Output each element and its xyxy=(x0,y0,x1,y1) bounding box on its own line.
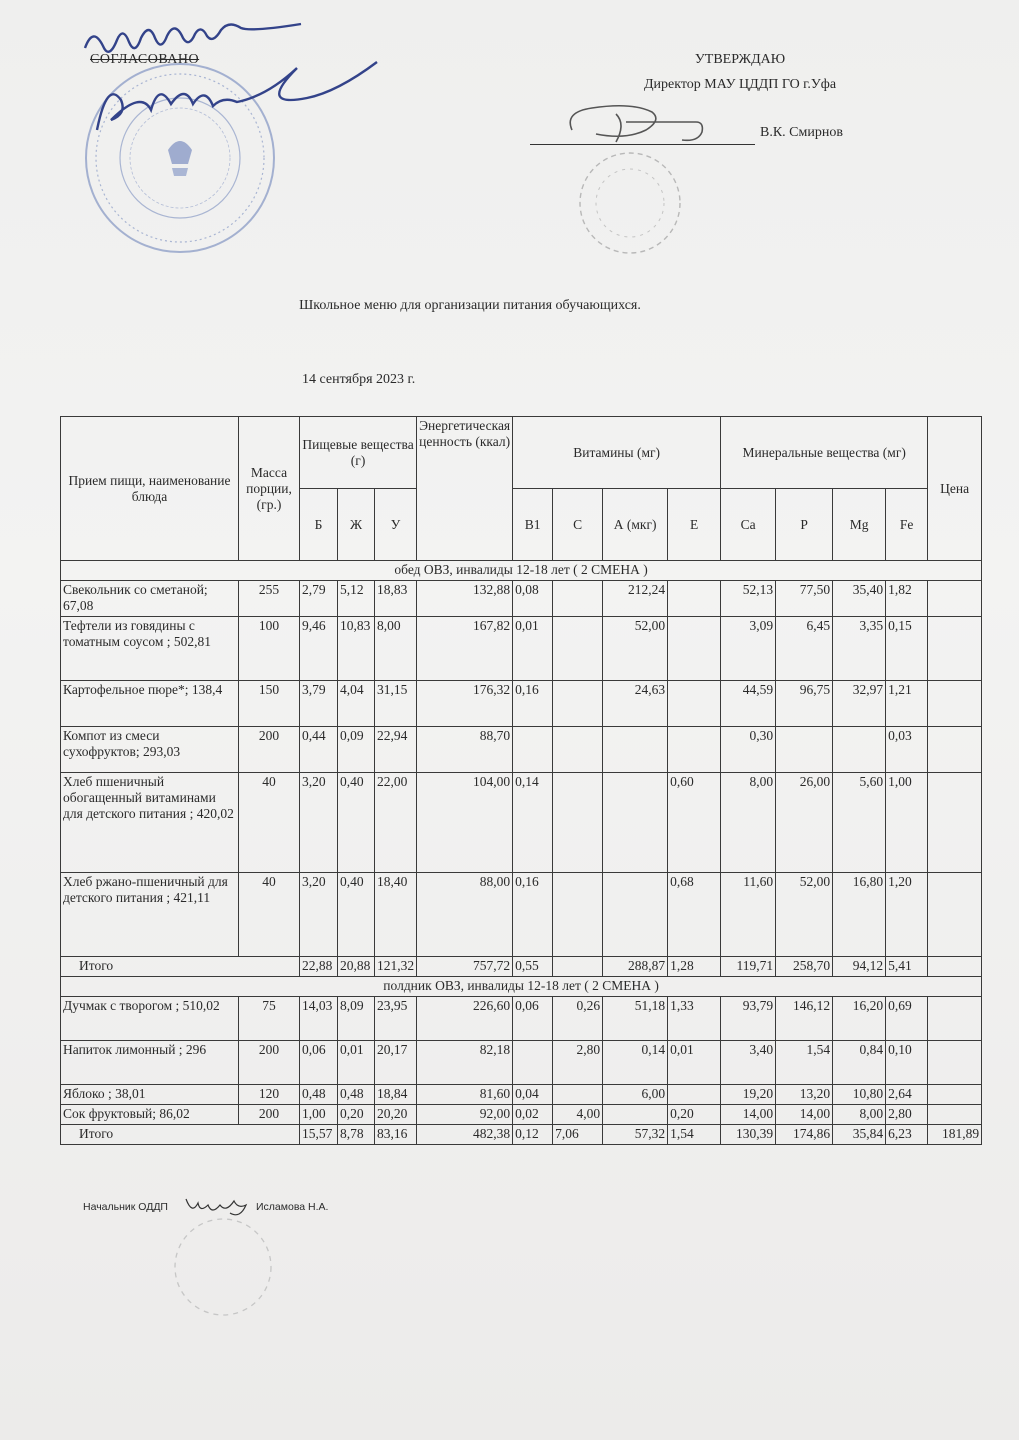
document-date: 14 сентября 2023 г. xyxy=(302,372,416,387)
cell-b: 9,46 xyxy=(300,617,338,681)
cell-ca: 11,60 xyxy=(721,873,776,957)
cell-fe: 2,64 xyxy=(886,1085,928,1105)
cell-fe: 1,21 xyxy=(886,681,928,727)
cell-u: 18,84 xyxy=(375,1085,417,1105)
table-row xyxy=(61,1085,982,1105)
total-label: Итого xyxy=(61,957,300,977)
cell-vc xyxy=(553,727,603,773)
header-vitamins: Витамины (мг) xyxy=(513,417,721,489)
cell-va: 51,18 xyxy=(603,997,668,1041)
cell-p: 14,00 xyxy=(776,1105,833,1125)
cell-b: 0,48 xyxy=(300,1085,338,1105)
faint-stamp-icon xyxy=(575,148,685,258)
table-row xyxy=(61,1041,982,1085)
cell-b1: 0,16 xyxy=(513,681,553,727)
cell-price xyxy=(928,1085,982,1105)
signature-line xyxy=(530,144,755,145)
cell-b: 14,03 xyxy=(300,997,338,1041)
cell-va: 0,14 xyxy=(603,1041,668,1085)
cell-ca: 14,00 xyxy=(721,1105,776,1125)
cell-zh: 0,09 xyxy=(338,727,375,773)
cell-price xyxy=(928,873,982,957)
cell-zh: 4,04 xyxy=(338,681,375,727)
header-b1: В1 xyxy=(513,489,553,561)
cell-mg: 35,40 xyxy=(833,581,886,617)
cell-fe: 0,03 xyxy=(886,727,928,773)
cell-b: 2,79 xyxy=(300,581,338,617)
total-zh: 8,78 xyxy=(338,1125,375,1145)
header-price: Цена xyxy=(928,417,982,561)
cell-energy: 167,82 xyxy=(417,617,513,681)
cell-ve: 0,60 xyxy=(668,773,721,873)
table-row xyxy=(61,773,982,873)
cell-energy: 132,88 xyxy=(417,581,513,617)
cell-p: 146,12 xyxy=(776,997,833,1041)
cell-u: 31,15 xyxy=(375,681,417,727)
table-row xyxy=(61,681,982,727)
cell-energy: 92,00 xyxy=(417,1105,513,1125)
section-title: обед ОВЗ, инвалиды 12-18 лет ( 2 СМЕНА ) xyxy=(61,561,982,581)
cell-va: 24,63 xyxy=(603,681,668,727)
total-b1: 0,12 xyxy=(513,1125,553,1145)
cell-va: 212,24 xyxy=(603,581,668,617)
cell-b: 0,06 xyxy=(300,1041,338,1085)
cell-b1: 0,02 xyxy=(513,1105,553,1125)
total-price xyxy=(928,957,982,977)
header-meal: Прием пищи, наименование блюда xyxy=(61,417,239,561)
cell-price xyxy=(928,773,982,873)
cell-ca: 93,79 xyxy=(721,997,776,1041)
dish-name: Картофельное пюре*; 138,4 xyxy=(61,681,239,727)
cell-price xyxy=(928,681,982,727)
document-title: Школьное меню для организации питания обучающихся. xyxy=(299,298,641,313)
cell-energy: 176,32 xyxy=(417,681,513,727)
dish-mass: 75 xyxy=(239,997,300,1041)
cell-p xyxy=(776,727,833,773)
header-p: Р xyxy=(776,489,833,561)
approve-title: УТВЕРЖДАЮ xyxy=(694,52,786,67)
header-ca: Са xyxy=(721,489,776,561)
cell-ve: 0,01 xyxy=(668,1041,721,1085)
total-ve: 1,54 xyxy=(668,1125,721,1145)
cell-b: 1,00 xyxy=(300,1105,338,1125)
cell-vc xyxy=(553,581,603,617)
cell-ca: 3,09 xyxy=(721,617,776,681)
header-zh: Ж xyxy=(338,489,375,561)
cell-price xyxy=(928,997,982,1041)
cell-energy: 81,60 xyxy=(417,1085,513,1105)
header-b: Б xyxy=(300,489,338,561)
total-ca: 130,39 xyxy=(721,1125,776,1145)
dish-mass: 255 xyxy=(239,581,300,617)
footer-name: Исламова Н.А. xyxy=(256,1201,329,1213)
table-row xyxy=(61,997,982,1041)
cell-ve xyxy=(668,617,721,681)
cell-b1: 0,08 xyxy=(513,581,553,617)
section-header-row xyxy=(61,977,982,997)
cell-vc: 0,26 xyxy=(553,997,603,1041)
cell-zh: 0,20 xyxy=(338,1105,375,1125)
cell-b1: 0,14 xyxy=(513,773,553,873)
dish-name: Дучмак с творогом ; 510,02 xyxy=(61,997,239,1041)
cell-ca: 19,20 xyxy=(721,1085,776,1105)
dish-mass: 100 xyxy=(239,617,300,681)
cell-b1: 0,04 xyxy=(513,1085,553,1105)
cell-price xyxy=(928,617,982,681)
cell-ve xyxy=(668,581,721,617)
cell-u: 18,40 xyxy=(375,873,417,957)
cell-u: 18,83 xyxy=(375,581,417,617)
dish-name: Хлеб пшеничный обогащенный витаминами для детского питания ; 420,02 xyxy=(61,773,239,873)
cell-u: 22,00 xyxy=(375,773,417,873)
cell-mg: 5,60 xyxy=(833,773,886,873)
cell-ve: 0,20 xyxy=(668,1105,721,1125)
cell-fe: 0,10 xyxy=(886,1041,928,1085)
header-nutrients: Пищевые вещества (г) xyxy=(300,417,417,489)
cell-va xyxy=(603,873,668,957)
cell-vc xyxy=(553,681,603,727)
header-u: У xyxy=(375,489,417,561)
cell-zh: 0,40 xyxy=(338,873,375,957)
total-b: 15,57 xyxy=(300,1125,338,1145)
section-header-row xyxy=(61,561,982,581)
cell-vc: 4,00 xyxy=(553,1105,603,1125)
header-vc: С xyxy=(553,489,603,561)
cell-zh: 0,48 xyxy=(338,1085,375,1105)
cell-price xyxy=(928,581,982,617)
cell-p: 77,50 xyxy=(776,581,833,617)
cell-b: 3,20 xyxy=(300,873,338,957)
cell-zh: 8,09 xyxy=(338,997,375,1041)
table-row xyxy=(61,581,982,617)
cell-u: 23,95 xyxy=(375,997,417,1041)
dish-name: Компот из смеси сухофруктов; 293,03 xyxy=(61,727,239,773)
cell-mg: 8,00 xyxy=(833,1105,886,1125)
menu-table-body xyxy=(61,561,982,1145)
cell-ca: 52,13 xyxy=(721,581,776,617)
menu-table xyxy=(60,416,982,1145)
director-signature-icon xyxy=(562,98,712,148)
cell-ve: 0,68 xyxy=(668,873,721,957)
dish-mass: 200 xyxy=(239,1105,300,1125)
total-price: 181,89 xyxy=(928,1125,982,1145)
cell-energy: 82,18 xyxy=(417,1041,513,1085)
total-u: 121,32 xyxy=(375,957,417,977)
total-fe: 5,41 xyxy=(886,957,928,977)
cell-price xyxy=(928,1041,982,1085)
cell-ca: 3,40 xyxy=(721,1041,776,1085)
cell-p: 52,00 xyxy=(776,873,833,957)
table-row xyxy=(61,727,982,773)
cell-price xyxy=(928,727,982,773)
total-label: Итого xyxy=(61,1125,300,1145)
total-row xyxy=(61,957,982,977)
dish-mass: 120 xyxy=(239,1085,300,1105)
cell-p: 6,45 xyxy=(776,617,833,681)
dish-name: Тефтели из говядины с томатным соусом ; 502,81 xyxy=(61,617,239,681)
cell-energy: 88,70 xyxy=(417,727,513,773)
cell-fe: 0,69 xyxy=(886,997,928,1041)
header-energy: Энергетическая ценность (ккал) xyxy=(417,417,513,561)
cell-mg: 3,35 xyxy=(833,617,886,681)
total-vc: 7,06 xyxy=(553,1125,603,1145)
cell-u: 8,00 xyxy=(375,617,417,681)
total-zh: 20,88 xyxy=(338,957,375,977)
cell-u: 20,17 xyxy=(375,1041,417,1085)
cell-fe: 1,20 xyxy=(886,873,928,957)
table-row xyxy=(61,617,982,681)
cell-vc xyxy=(553,773,603,873)
cell-zh: 0,40 xyxy=(338,773,375,873)
cell-fe: 2,80 xyxy=(886,1105,928,1125)
dish-mass: 200 xyxy=(239,727,300,773)
total-b: 22,88 xyxy=(300,957,338,977)
cell-p: 13,20 xyxy=(776,1085,833,1105)
cell-price xyxy=(928,1105,982,1125)
cell-b1: 0,01 xyxy=(513,617,553,681)
header-ve: Е xyxy=(668,489,721,561)
total-p: 174,86 xyxy=(776,1125,833,1145)
approve-name: В.К. Смирнов xyxy=(760,125,843,140)
cell-fe: 1,82 xyxy=(886,581,928,617)
total-va: 57,32 xyxy=(603,1125,668,1145)
total-vc xyxy=(553,957,603,977)
section-title: полдник ОВЗ, инвалиды 12-18 лет ( 2 СМЕНА ) xyxy=(61,977,982,997)
cell-ca: 8,00 xyxy=(721,773,776,873)
total-b1: 0,55 xyxy=(513,957,553,977)
total-mg: 94,12 xyxy=(833,957,886,977)
cell-b1 xyxy=(513,727,553,773)
table-row xyxy=(61,873,982,957)
cell-ve xyxy=(668,727,721,773)
cell-mg xyxy=(833,727,886,773)
total-ca: 119,71 xyxy=(721,957,776,977)
cell-fe: 0,15 xyxy=(886,617,928,681)
cell-vc xyxy=(553,617,603,681)
faint-stamp-icon xyxy=(168,1212,278,1322)
total-energy: 482,38 xyxy=(417,1125,513,1145)
cell-zh: 10,83 xyxy=(338,617,375,681)
cell-vc xyxy=(553,873,603,957)
dish-name: Яблоко ; 38,01 xyxy=(61,1085,239,1105)
cell-b1: 0,06 xyxy=(513,997,553,1041)
cell-b: 0,44 xyxy=(300,727,338,773)
total-va: 288,87 xyxy=(603,957,668,977)
table-row xyxy=(61,1105,982,1125)
header-mg: Mg xyxy=(833,489,886,561)
dish-mass: 40 xyxy=(239,873,300,957)
cell-mg: 0,84 xyxy=(833,1041,886,1085)
total-energy: 757,72 xyxy=(417,957,513,977)
cell-mg: 32,97 xyxy=(833,681,886,727)
total-u: 83,16 xyxy=(375,1125,417,1145)
cell-p: 1,54 xyxy=(776,1041,833,1085)
cell-ca: 0,30 xyxy=(721,727,776,773)
cell-energy: 104,00 xyxy=(417,773,513,873)
total-ve: 1,28 xyxy=(668,957,721,977)
header-fe: Fe xyxy=(886,489,928,561)
cell-vc: 2,80 xyxy=(553,1041,603,1085)
dish-name: Хлеб ржано-пшеничный для детского питания ; 421,11 xyxy=(61,873,239,957)
footer-position: Начальник ОДДП xyxy=(83,1201,168,1213)
cell-fe: 1,00 xyxy=(886,773,928,873)
cell-b1 xyxy=(513,1041,553,1085)
cell-ve xyxy=(668,1085,721,1105)
header-va: А (мкг) xyxy=(603,489,668,561)
total-fe: 6,23 xyxy=(886,1125,928,1145)
approve-position: Директор МАУ ЦДДП ГО г.Уфа xyxy=(643,77,837,92)
dish-mass: 150 xyxy=(239,681,300,727)
cell-vc xyxy=(553,1085,603,1105)
dish-mass: 40 xyxy=(239,773,300,873)
cell-va xyxy=(603,1105,668,1125)
cell-zh: 5,12 xyxy=(338,581,375,617)
cell-va xyxy=(603,727,668,773)
dish-name: Напиток лимонный ; 296 xyxy=(61,1041,239,1085)
cell-u: 20,20 xyxy=(375,1105,417,1125)
cell-b: 3,20 xyxy=(300,773,338,873)
total-mg: 35,84 xyxy=(833,1125,886,1145)
dish-name: Сок фруктовый; 86,02 xyxy=(61,1105,239,1125)
handwritten-signature-icon xyxy=(75,18,395,138)
dish-name: Свекольник со сметаной; 67,08 xyxy=(61,581,239,617)
cell-b1: 0,16 xyxy=(513,873,553,957)
cell-va: 6,00 xyxy=(603,1085,668,1105)
cell-p: 96,75 xyxy=(776,681,833,727)
header-mass: Масса порции, (гр.) xyxy=(239,417,300,561)
cell-mg: 10,80 xyxy=(833,1085,886,1105)
agreed-label: СОГЛАСОВАНО xyxy=(90,52,200,67)
cell-ve: 1,33 xyxy=(668,997,721,1041)
cell-mg: 16,20 xyxy=(833,997,886,1041)
header-minerals: Минеральные вещества (мг) xyxy=(721,417,928,489)
cell-va xyxy=(603,773,668,873)
cell-u: 22,94 xyxy=(375,727,417,773)
cell-energy: 88,00 xyxy=(417,873,513,957)
cell-p: 26,00 xyxy=(776,773,833,873)
dish-mass: 200 xyxy=(239,1041,300,1085)
cell-mg: 16,80 xyxy=(833,873,886,957)
cell-ve xyxy=(668,681,721,727)
cell-va: 52,00 xyxy=(603,617,668,681)
cell-zh: 0,01 xyxy=(338,1041,375,1085)
cell-ca: 44,59 xyxy=(721,681,776,727)
cell-b: 3,79 xyxy=(300,681,338,727)
total-row xyxy=(61,1125,982,1145)
total-p: 258,70 xyxy=(776,957,833,977)
cell-energy: 226,60 xyxy=(417,997,513,1041)
